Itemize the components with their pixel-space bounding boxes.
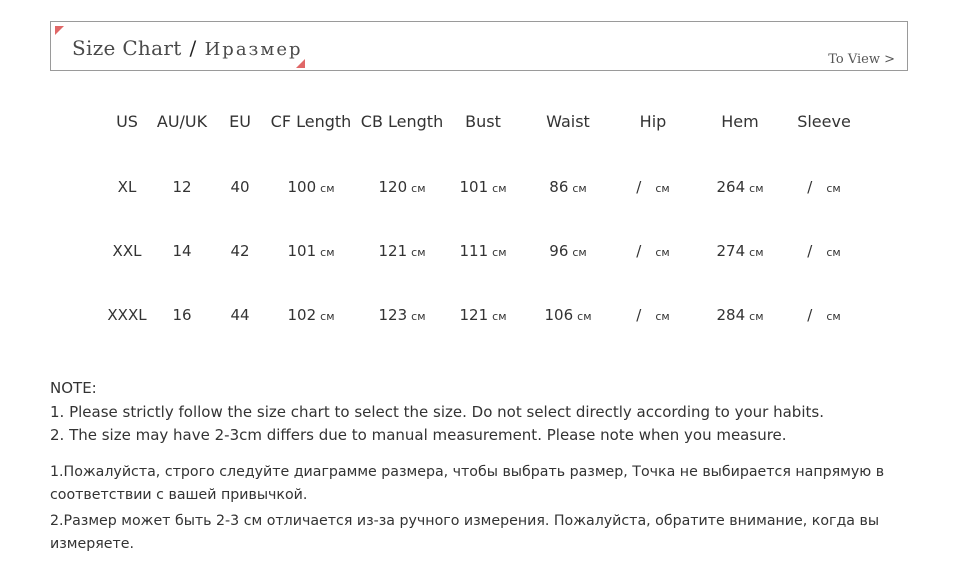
table-cell bbox=[549, 242, 586, 260]
table-cell bbox=[113, 242, 142, 260]
cell-unit: см bbox=[411, 310, 426, 323]
cell-value: 101 bbox=[287, 242, 317, 260]
table-cell bbox=[379, 178, 426, 196]
table-cell bbox=[172, 306, 191, 324]
cell-value: / bbox=[636, 178, 642, 196]
table-cell bbox=[460, 306, 507, 324]
table-cell bbox=[118, 178, 137, 196]
cell-value: / bbox=[807, 178, 813, 196]
cell-unit: см bbox=[492, 246, 507, 259]
cell-unit: см bbox=[826, 182, 841, 195]
cell-unit: см bbox=[655, 182, 670, 195]
cell-value: 284 bbox=[716, 306, 746, 324]
note-ru-2: 2.Размер может быть 2-3 см отличается из-за ручного измерения. Пожалуйста, обратите внимание, когда вы измеряете. bbox=[50, 512, 880, 552]
table-cell bbox=[636, 178, 669, 196]
cell-value: XXXL bbox=[107, 306, 147, 324]
notes-section bbox=[50, 377, 930, 559]
table-cell bbox=[807, 178, 840, 196]
cell-value: 274 bbox=[716, 242, 746, 260]
table-cell bbox=[288, 306, 335, 324]
cell-value: 264 bbox=[716, 178, 746, 196]
cell-value: / bbox=[636, 306, 642, 324]
column-header: CF Length bbox=[270, 112, 352, 131]
column-header: Bust bbox=[465, 112, 501, 131]
cell-value: 100 bbox=[287, 178, 317, 196]
cell-unit: см bbox=[320, 310, 335, 323]
table-cell bbox=[807, 242, 840, 260]
cell-unit: см bbox=[320, 246, 335, 259]
note-en-1: 1. Please strictly follow the size chart to select the size. Do not select directly according to your habits. bbox=[50, 402, 824, 421]
cell-value: 96 bbox=[549, 242, 569, 260]
cell-value: 12 bbox=[172, 178, 192, 196]
table-cell bbox=[172, 242, 191, 260]
table-cell bbox=[379, 242, 426, 260]
title-separator: / bbox=[189, 36, 197, 60]
cell-unit: см bbox=[411, 246, 426, 259]
cell-value: 40 bbox=[230, 178, 250, 196]
table-cell bbox=[636, 306, 669, 324]
cell-value: / bbox=[636, 242, 642, 260]
cell-value: 123 bbox=[378, 306, 408, 324]
cell-unit: см bbox=[411, 182, 426, 195]
column-header: Waist bbox=[546, 112, 590, 131]
table-cell bbox=[230, 242, 249, 260]
cell-unit: см bbox=[655, 310, 670, 323]
cell-unit: см bbox=[749, 310, 764, 323]
table-cell bbox=[379, 306, 426, 324]
table-cell bbox=[172, 178, 191, 196]
column-header: Sleeve bbox=[797, 112, 851, 131]
cell-unit: см bbox=[572, 246, 587, 259]
cell-unit: см bbox=[655, 246, 670, 259]
table-cell bbox=[460, 178, 507, 196]
cell-value: 120 bbox=[378, 178, 408, 196]
table-cell bbox=[549, 178, 586, 196]
cell-value: 42 bbox=[230, 242, 250, 260]
cell-unit: см bbox=[492, 182, 507, 195]
title-russian: Иразмер bbox=[204, 39, 303, 60]
cell-unit: см bbox=[492, 310, 507, 323]
cell-value: 44 bbox=[230, 306, 250, 324]
table-cell bbox=[717, 178, 764, 196]
cell-value: 111 bbox=[459, 242, 489, 260]
cell-value: XL bbox=[117, 178, 137, 196]
cell-unit: см bbox=[826, 310, 841, 323]
cell-value: 106 bbox=[544, 306, 574, 324]
cell-value: 121 bbox=[459, 306, 489, 324]
table-cell bbox=[230, 306, 249, 324]
cell-unit: см bbox=[826, 246, 841, 259]
cell-value: XXL bbox=[112, 242, 142, 260]
column-header: EU bbox=[229, 112, 251, 131]
notes-russian bbox=[50, 461, 930, 557]
note-ru-1: 1.Пожалуйста, строго следуйте диаграмме размера, чтобы выбрать размер, Точка не выбирается напрямую в соответствии с вашей привычкой. bbox=[50, 463, 885, 503]
cell-unit: см bbox=[320, 182, 335, 195]
table-cell bbox=[717, 242, 764, 260]
cell-value: 101 bbox=[459, 178, 489, 196]
note-en-2: 2. The size may have 2-3cm differs due to manual measurement. Please note when you measure. bbox=[50, 426, 787, 444]
cell-value: / bbox=[807, 306, 813, 324]
column-header: AU/UK bbox=[156, 112, 208, 131]
cell-unit: см bbox=[572, 182, 587, 195]
to-view-link[interactable]: To View > bbox=[828, 52, 895, 67]
cell-value: 121 bbox=[378, 242, 408, 260]
table-cell bbox=[717, 306, 764, 324]
table-cell bbox=[288, 178, 335, 196]
cell-unit: см bbox=[577, 310, 592, 323]
table-cell bbox=[807, 306, 840, 324]
cell-value: 86 bbox=[549, 178, 569, 196]
cell-value: 16 bbox=[172, 306, 192, 324]
table-cell bbox=[545, 306, 592, 324]
notes-heading: NOTE: bbox=[50, 379, 97, 397]
column-header: US bbox=[116, 112, 138, 131]
table-cell bbox=[636, 242, 669, 260]
cell-value: 102 bbox=[287, 306, 317, 324]
table-cell bbox=[460, 242, 507, 260]
cell-value: / bbox=[807, 242, 813, 260]
column-header: CB Length bbox=[360, 112, 444, 131]
cell-value: 14 bbox=[172, 242, 192, 260]
table-cell bbox=[288, 242, 335, 260]
column-header: Hip bbox=[639, 112, 667, 131]
cell-unit: см bbox=[749, 246, 764, 259]
cell-unit: см bbox=[749, 182, 764, 195]
title-english: Size Chart bbox=[72, 36, 182, 60]
table-cell bbox=[230, 178, 249, 196]
table-cell bbox=[107, 306, 146, 324]
column-header: Hem bbox=[721, 112, 759, 131]
